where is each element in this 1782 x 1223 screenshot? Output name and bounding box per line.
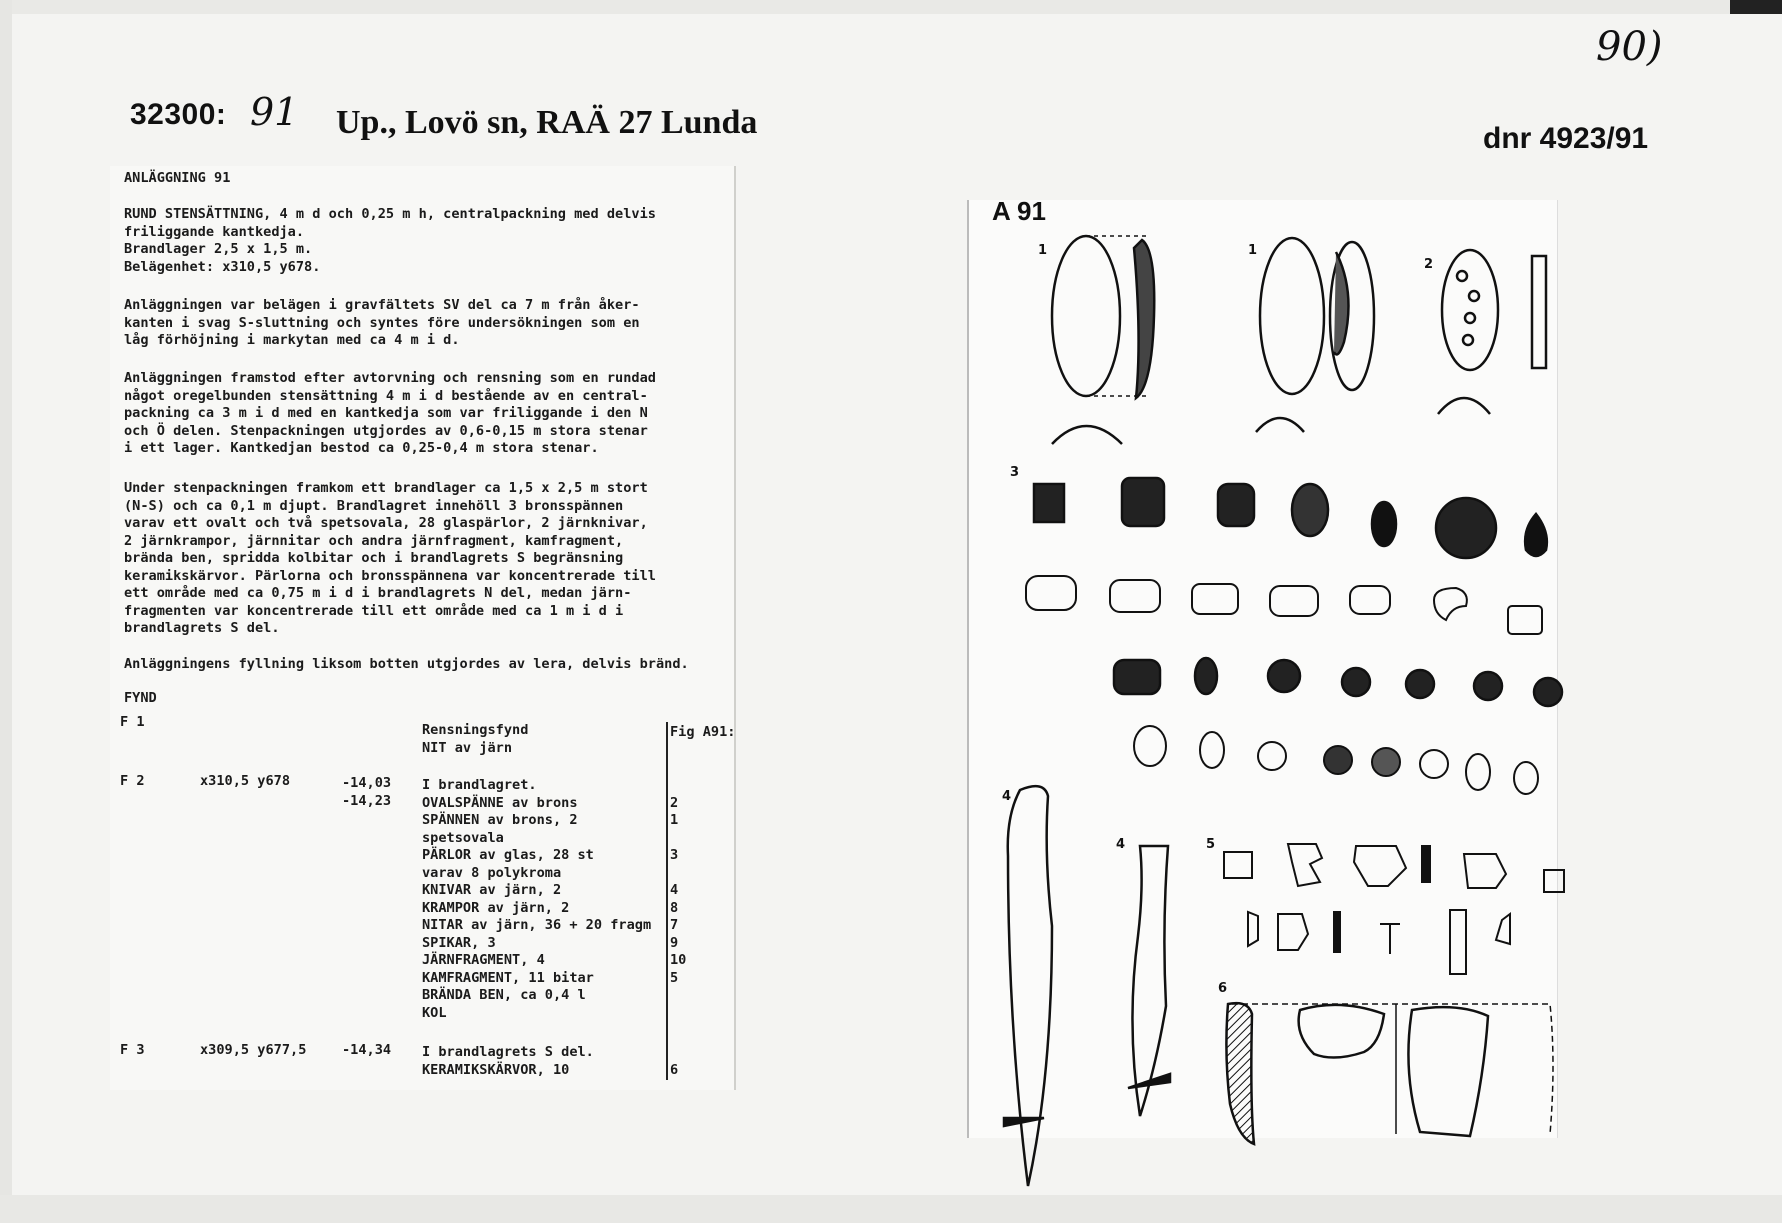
fig-column-header: Fig A91: xyxy=(670,724,736,740)
monochrome-beads-row-3 xyxy=(1134,726,1538,794)
item-number: 4 xyxy=(1002,789,1012,804)
find-coords-f2: x310,5 y678 xyxy=(200,773,291,789)
brooch-1-front xyxy=(1052,236,1120,396)
item-number: 1 xyxy=(1038,243,1048,258)
item-number: 5 xyxy=(1206,837,1216,852)
item-number: 6 xyxy=(1218,981,1228,996)
report-para-1: RUND STENSÄTTNING, 4 m d och 0,25 m h, centralpackning med delvis friliggande kantkedja. Brandlager 2,5 x 1,5 m. Belägenhet: x310,5 y678. xyxy=(124,206,656,275)
brooch-2-side xyxy=(1532,256,1546,368)
finds-heading: FYND xyxy=(124,690,157,706)
sherd-2 xyxy=(1408,1007,1488,1136)
item-number: 4 xyxy=(1116,837,1126,852)
find-figs-f3: 6 xyxy=(670,1061,679,1078)
report-title: ANLÄGGNING 91 xyxy=(124,170,231,186)
find-coords-f3: x309,5 y677,5 xyxy=(200,1042,307,1058)
item-number: 2 xyxy=(1424,257,1434,272)
sherd-profile xyxy=(1226,1003,1254,1144)
monochrome-beads-row-2 xyxy=(1114,658,1562,706)
item-number: 3 xyxy=(1010,465,1020,480)
registration-number: dnr 4923/91 xyxy=(1483,122,1649,155)
report-para-3: Anläggningen framstod efter avtorvning och rensning som en rundad något oregelbunden stensättning 4 m i d bestående av en central- packning ca 3 m i d med en kantkedja som var friliggande i den N och Ö delen. Stenpackningen utgjordes av 0,6-0,15 m stora stenar i ett lager. Kantkedjan bestod ca 0,25-0,4 m stora stenar. xyxy=(124,370,656,456)
report-para-2: Anläggningen var belägen i gravfältets SV del ca 7 m från åker- kanten i svag S-sluttning och syntes före undersökningen som en låg förhöjning i markytan med ca 4 m i d. xyxy=(124,297,640,348)
find-id-f2: F 2 xyxy=(120,773,145,789)
find-depth-f3: -14,34 xyxy=(342,1042,392,1058)
report-para-4: Under stenpackningen framkom ett brandlager ca 1,5 x 2,5 m stort (N-S) och ca 0,1 m djupt. Brandlagret innehöll 3 bronsspännen varav ett ovalt och två spetsovala, 28 glaspärlor, 2 järnknivar, 2 järnkrampor, järnnitar och andra järnfragment, kamfragment, brända ben, spridda kolbitar och i brandlagrets S begränsning keramikskärvor. Pärlorna och bronsspännena var koncentrerade till ett område med ca 0,75 m i d i brandlagrets N del, medan järn- fragmenten var koncentrerade till ett område med ca 1 m i d i brandlagrets S del. xyxy=(124,480,656,636)
knife-1 xyxy=(1008,786,1052,1186)
inventory-number: 32300: xyxy=(130,98,227,131)
brooch-1b-front xyxy=(1260,238,1324,394)
find-lines-f2: I brandlagret. OVALSPÄNNE av brons SPÄNNEN av brons, 2 spetsovala PÄRLOR av glas, 28 st varav 8 polykroma KNIVAR av järn, 2 KRAMPOR av järn, 2 NITAR av järn, 36 + 20 fragm SPIKAR, 3 JÄRNFRAGMENT, 4 KAMFRAGMENT, 11 bitar BRÄNDA BEN, ca 0,4 l KOL xyxy=(422,777,652,1021)
report-para-5: Anläggningens fyllning liksom botten utgjordes av lera, delvis bränd. xyxy=(124,656,689,672)
inventory-handwritten: 91 xyxy=(250,90,299,134)
find-lines-f3: I brandlagrets S del. KERAMIKSKÄRVOR, 10 xyxy=(422,1044,594,1078)
site-name: Up., Lovö sn, RAÄ 27 Lunda xyxy=(336,104,758,141)
sherd-1 xyxy=(1299,1005,1384,1058)
brooch-1-section xyxy=(1052,426,1122,444)
item-number: 1 xyxy=(1248,243,1258,258)
monochrome-beads-row-1 xyxy=(1026,576,1542,634)
handwritten-page-number: 90) xyxy=(1596,24,1663,70)
find-id-f1: F 1 xyxy=(120,714,145,730)
find-lines-f1: Rensningsfynd NIT av järn xyxy=(422,722,529,756)
find-depth-f2: -14,03 -14,23 xyxy=(342,775,392,809)
figure-label: A 91 xyxy=(992,196,1046,226)
brooch-1b-section xyxy=(1256,418,1304,432)
brooch-1-side xyxy=(1134,240,1154,398)
brooch-2-front xyxy=(1442,250,1498,370)
find-id-f3: F 3 xyxy=(120,1042,145,1058)
iron-fragments xyxy=(1224,844,1564,974)
polychrome-beads xyxy=(1034,478,1547,558)
find-figs-f2: 2 1 3 4 8 7 9 10 5 xyxy=(670,794,687,986)
brooch-2-section xyxy=(1438,398,1490,414)
